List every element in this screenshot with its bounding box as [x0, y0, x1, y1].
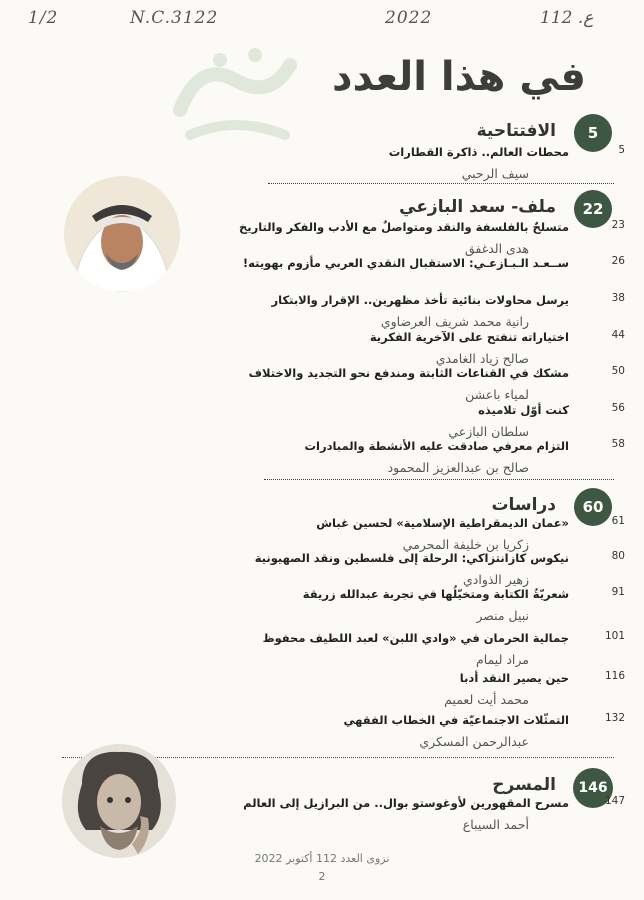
- entry-page-number: 101: [604, 630, 625, 642]
- toc-entry[interactable]: [49, 365, 625, 403]
- section-page-badge: 60: [574, 488, 612, 526]
- entry-title: مسرح المقهورين لأوغوستو بوال.. من البرازيل إلى العالم: [243, 796, 569, 810]
- entry-author: رانية محمد شريف العرضاوي: [380, 314, 529, 329]
- entry-page-number: 26: [611, 255, 625, 267]
- entry-title: حين يصير النقد أدبا: [459, 671, 569, 685]
- section-page-badge: 22: [574, 190, 612, 228]
- page-title: في هذا العدد: [331, 54, 586, 100]
- entry-page-number: 38: [611, 292, 625, 304]
- entry-title: متسلحٌ بالفلسفة والنقد ومتواصلٌ مع الأدب والفكر والتاريخ: [238, 220, 569, 234]
- entry-author: هدى الدغفق: [464, 241, 529, 256]
- entry-page-number: 132: [604, 712, 625, 724]
- toc-entry[interactable]: [49, 438, 625, 476]
- entry-author: صالح بن عبدالعزيز المحمود: [387, 460, 529, 475]
- toc-entry[interactable]: [49, 586, 625, 624]
- entry-title: يرسل محاولات بنائية تأخذ مظهرين.. الإقرار والابتكار: [271, 293, 569, 307]
- toc-entry[interactable]: [49, 670, 625, 708]
- footer-page-number: 2: [318, 870, 326, 883]
- entry-author: نبيل منصر: [476, 608, 529, 623]
- section-title: ملف- سعد البازعي: [399, 197, 556, 217]
- entry-author: لمياء باعشن: [465, 387, 529, 402]
- entry-author: صالح زياد الغامدي: [435, 351, 529, 366]
- watermark-logo: [160, 40, 310, 150]
- handwritten-left-note: 1/2: [28, 8, 59, 28]
- entry-title: شعريّةُ الكتابة ومتخيّلُها في تجربة عبدالله زريقة: [302, 587, 569, 601]
- toc-entry[interactable]: [49, 515, 625, 553]
- toc-entry[interactable]: [49, 402, 625, 440]
- handwritten-code: N.C.3122: [130, 8, 219, 28]
- entry-page-number: 44: [611, 329, 625, 341]
- section-page-badge: 146: [573, 768, 613, 808]
- entry-title: مشكك في القناعات الثابتة ومندفع نحو التجديد والاختلاف: [248, 366, 569, 380]
- entry-page-number: 58: [611, 438, 625, 450]
- entry-page-number: 50: [611, 365, 625, 377]
- entry-page-number: 91: [611, 586, 625, 598]
- handwritten-right-note: 112 .ع: [540, 8, 594, 28]
- toc-entry[interactable]: [49, 795, 625, 833]
- entry-title: «عمان الديمقراطية الإسلامية» لحسين غباش: [316, 516, 569, 530]
- entry-author: محمد أيت لعميم: [444, 692, 529, 707]
- entry-title: جمالية الحرمان في «وادي اللبن» لعبد اللطيف محفوظ: [262, 631, 569, 645]
- toc-entry[interactable]: [49, 219, 625, 257]
- entry-author: سيف الرحبي: [461, 166, 529, 181]
- entry-page-number: 80: [611, 550, 625, 562]
- section-divider: [264, 479, 614, 480]
- entry-page-number: 23: [611, 219, 625, 231]
- section-title: المسرح: [492, 775, 556, 795]
- toc-entry[interactable]: [49, 255, 625, 271]
- entry-author: زهير الذوادي: [463, 572, 529, 587]
- entry-author: عبدالرحمن المسكري: [419, 734, 529, 749]
- entry-page-number: 56: [611, 402, 625, 414]
- entry-title: نيكوس كازانتزاكي: الرحلة إلى فلسطين ونقد الصهيونية: [254, 551, 569, 565]
- entry-title: اختياراته تنفتح على الآخرية الفكرية: [369, 330, 569, 344]
- entry-title: كنت أوّل تلاميذه: [478, 403, 569, 417]
- handwritten-year: 2022: [385, 8, 433, 28]
- entry-title: التزام معرفي صادقت عليه الأنشطة والمبادرات: [304, 439, 569, 453]
- entry-title: ســعـد الـبـازعـي: الاستقبال النقدي العربي مأزوم بهويته!: [242, 256, 569, 270]
- entry-author: مراد ليمام: [476, 652, 529, 667]
- toc-entry[interactable]: [49, 630, 625, 668]
- entry-page-number: 116: [604, 670, 625, 682]
- entry-author: أحمد السيباع: [462, 817, 529, 832]
- entry-author: سلطان البازعي: [448, 424, 529, 439]
- entry-title: التمثّلات الاجتماعيّة في الخطاب الفقهي: [343, 713, 569, 727]
- toc-entry[interactable]: [49, 329, 625, 367]
- section-page-badge: 5: [574, 114, 612, 152]
- entry-page-number: 5: [618, 144, 625, 156]
- section-title: دراسات: [491, 495, 556, 515]
- footer-issue-info: نزوى العدد 112 أكتوبر 2022: [254, 852, 390, 865]
- section-title: الافتتاحية: [476, 121, 556, 141]
- entry-author: زكريا بن خليفة المحرمي: [402, 537, 529, 552]
- section-divider: [268, 183, 614, 184]
- entry-page-number: 61: [611, 515, 625, 527]
- entry-page-number: 147: [604, 795, 625, 807]
- toc-entry[interactable]: [49, 292, 625, 330]
- toc-entry[interactable]: [49, 550, 625, 588]
- entry-title: محطات العالم.. ذاكرة القطارات: [388, 145, 569, 159]
